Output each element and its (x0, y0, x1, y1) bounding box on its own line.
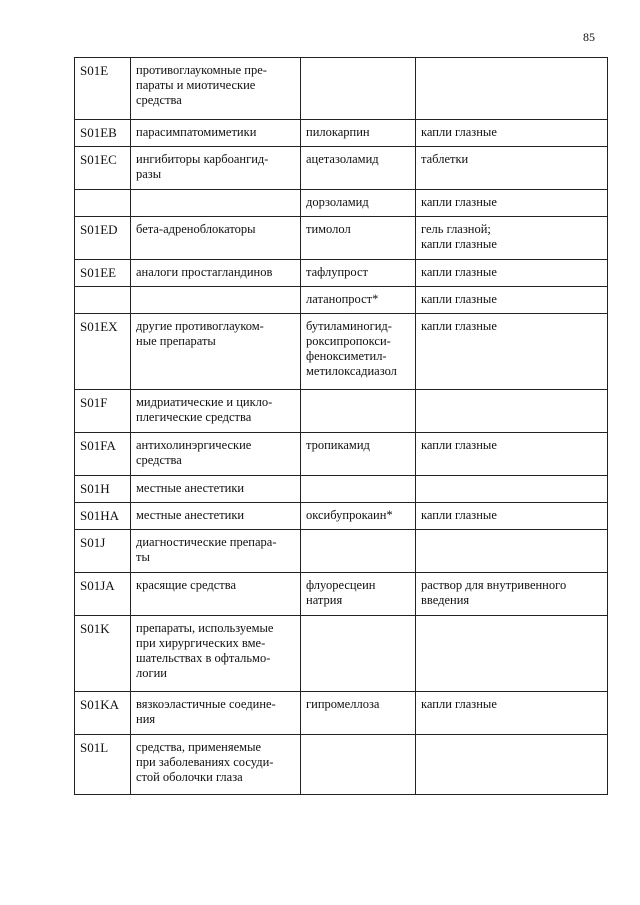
code-cell: S01KA (75, 692, 131, 735)
code-cell: S01H (75, 476, 131, 503)
code-cell: S01L (75, 735, 131, 795)
dosage-form-cell: раствор для внутривенного введения (416, 573, 608, 616)
drug-cell: тафлупрост (301, 260, 416, 287)
group-cell: средства, применяемые при заболеваниях сосуди- стой оболочки глаза (131, 735, 301, 795)
dosage-form-cell (416, 735, 608, 795)
drug-cell (301, 735, 416, 795)
table-row (75, 530, 608, 573)
group-cell: местные анестетики (131, 476, 301, 503)
code-cell: S01EX (75, 314, 131, 390)
dosage-form-cell (416, 530, 608, 573)
table-row (75, 287, 608, 314)
code-cell: S01J (75, 530, 131, 573)
table-row (75, 735, 608, 795)
dosage-form-cell: капли глазные (416, 287, 608, 314)
table-row (75, 503, 608, 530)
table-row (75, 390, 608, 433)
group-cell: антихолинэргические средства (131, 433, 301, 476)
group-cell: противоглаукомные пре- параты и миотические средства (131, 58, 301, 120)
table-row (75, 573, 608, 616)
code-cell: S01EE (75, 260, 131, 287)
table-body (75, 58, 608, 795)
dosage-form-cell: капли глазные (416, 503, 608, 530)
dosage-form-cell: таблетки (416, 147, 608, 190)
dosage-form-cell: капли глазные (416, 692, 608, 735)
drug-cell: латанопрост* (301, 287, 416, 314)
dosage-form-cell (416, 58, 608, 120)
drug-cell: гипромеллоза (301, 692, 416, 735)
group-cell: парасимпатомиметики (131, 120, 301, 147)
drug-cell: оксибупрокаин* (301, 503, 416, 530)
group-cell: препараты, используемые при хирургических вме- шательствах в офтальмо- логии (131, 616, 301, 692)
group-cell: бета-адреноблокаторы (131, 217, 301, 260)
dosage-form-cell: капли глазные (416, 120, 608, 147)
dosage-form-cell: капли глазные (416, 433, 608, 476)
drug-cell: тропикамид (301, 433, 416, 476)
code-cell: S01K (75, 616, 131, 692)
group-cell: вязкоэластичные соедине- ния (131, 692, 301, 735)
table-row (75, 314, 608, 390)
group-cell (131, 287, 301, 314)
table-row (75, 476, 608, 503)
dosage-form-cell: капли глазные (416, 190, 608, 217)
drug-cell: дорзоламид (301, 190, 416, 217)
table-row (75, 433, 608, 476)
dosage-form-cell (416, 616, 608, 692)
group-cell: ингибиторы карбоангид- разы (131, 147, 301, 190)
page-number: 85 (583, 30, 595, 44)
drug-cell: пилокарпин (301, 120, 416, 147)
dosage-form-cell (416, 390, 608, 433)
group-cell: диагностические препара- ты (131, 530, 301, 573)
code-cell: S01FA (75, 433, 131, 476)
table-row (75, 260, 608, 287)
group-cell: красящие средства (131, 573, 301, 616)
code-cell: S01E (75, 58, 131, 120)
drug-cell (301, 476, 416, 503)
code-cell: S01HA (75, 503, 131, 530)
table-row (75, 147, 608, 190)
drug-cell (301, 58, 416, 120)
dosage-form-cell: гель глазной; капли глазные (416, 217, 608, 260)
group-cell: мидриатические и цикло- плегические средства (131, 390, 301, 433)
table-row (75, 616, 608, 692)
code-cell (75, 287, 131, 314)
group-cell: аналоги простагландинов (131, 260, 301, 287)
code-cell: S01ED (75, 217, 131, 260)
table-row (75, 58, 608, 120)
group-cell (131, 190, 301, 217)
table-row (75, 692, 608, 735)
drug-cell: тимолол (301, 217, 416, 260)
group-cell: местные анестетики (131, 503, 301, 530)
drug-cell: флуоресцеин натрия (301, 573, 416, 616)
code-cell: S01EB (75, 120, 131, 147)
dosage-form-cell: капли глазные (416, 314, 608, 390)
code-cell: S01JA (75, 573, 131, 616)
drug-cell: ацетазоламид (301, 147, 416, 190)
group-cell: другие противоглауком- ные препараты (131, 314, 301, 390)
table-row (75, 190, 608, 217)
drug-cell: бутиламиногид- роксипропокси- феноксиметил- метилоксадиазол (301, 314, 416, 390)
table-row (75, 120, 608, 147)
drug-cell (301, 530, 416, 573)
dosage-form-cell: капли глазные (416, 260, 608, 287)
code-cell: S01EC (75, 147, 131, 190)
table-row (75, 217, 608, 260)
code-cell: S01F (75, 390, 131, 433)
code-cell (75, 190, 131, 217)
atc-classification-table (74, 57, 608, 795)
drug-cell (301, 390, 416, 433)
drug-cell (301, 616, 416, 692)
dosage-form-cell (416, 476, 608, 503)
